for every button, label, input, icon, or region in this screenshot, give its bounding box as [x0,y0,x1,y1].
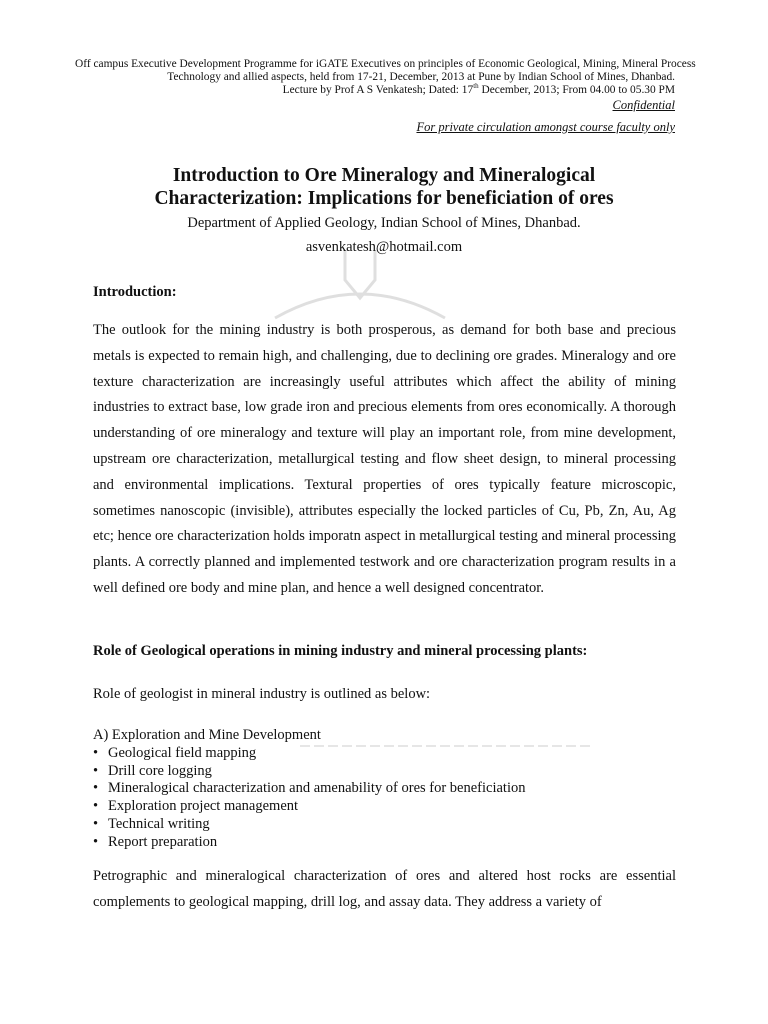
list-item-text: Drill core logging [108,762,212,779]
bullet-icon: • [93,815,99,832]
title-line-2: Characterization: Implications for beneficiation of ores [154,188,614,209]
header-line-3-superscript: th [473,82,479,91]
bullet-icon: • [93,744,99,761]
role-intro-text: Role of geologist in mineral industry is outlined as below: [93,686,431,702]
header-line-3 [75,84,675,97]
bullet-icon: • [93,780,99,797]
title-line-1: Introduction to Ore Mineralogy and Mineralogical [172,165,596,186]
page-header [75,58,696,135]
list-item-text: Mineralogical characterization and amenability of ores for beneficiation [108,780,526,797]
list-item [93,798,526,816]
list-item-text: Geological field mapping [108,744,257,761]
header-line-1: Off campus Executive Development Programme for iGATE Executives on principles of Economic Geological, Mining, Mineral Process [75,58,696,70]
bullet-icon: • [93,798,99,815]
list-item-text: Technical writing [108,815,210,832]
bullet-icon: • [93,762,99,779]
closing-paragraph: Petrographic and mineralogical characterization of ores and altered host rocks are essential complements to geological mapping, drill log, and assay data. They address a variety of [93,868,676,910]
role-heading: Role of Geological operations in mining industry and mineral processing plants: [93,643,588,659]
department-affiliation: Department of Applied Geology, Indian School of Mines, Dhanbad. [187,215,581,231]
exploration-subheading: A) Exploration and Mine Development [93,727,321,743]
bullet-icon: • [93,833,99,850]
author-email: asvenkatesh@hotmail.com [305,239,463,255]
faint-divider [300,745,592,747]
list-item-text: Report preparation [108,833,218,850]
list-item [93,780,526,798]
intro-paragraph: The outlook for the mining industry is both prosperous, as demand for both base and precious metals is expected to remain high, and challenging, due to declining ore grades. Mineralogy and ore texture characterization are increasingly useful attributes which affect the ability of mining industries to extract base, low grade iron and precious elements from ores economically. A thorough understanding of ore mineralogy and texture will play an important role, from mine development, upstream ore characterization, metallurgical testing and flow sheet design, to mineral processing and environmental implications. Textural properties of ores typically feature microscopic, sometimes nanoscopic (invisible), attributes especially the locked particles of Cu, Pb, Zn, Au, Ag etc; hence ore characterization holds imporatn aspect in metallurgical testing and mineral processing plants. A correctly planned and implemented testwork and ore characterization program results in a well defined ore body and mine plan, and hence a well designed concentrator. [93,322,676,596]
watermark-logo [270,250,450,320]
list-item [93,745,526,763]
header-line-3-end: December, 2013; From 04.00 to 05.30 PM [478,84,675,96]
intro-heading: Introduction: [93,284,177,300]
list-item [93,834,526,852]
confidential-label: Confidential [612,98,675,112]
exploration-list [93,745,526,852]
circulation-note: For private circulation amongst course faculty only [416,120,675,134]
list-item [93,816,526,834]
document-title [92,164,676,210]
list-item [93,763,526,781]
header-line-3-start: Lecture by Prof A S Venkatesh; Dated: 17 [282,84,474,96]
header-line-2: Technology and allied aspects, held from 17-21, December, 2013 at Pune by Indian School of Mines, Dhanbad. [167,71,675,83]
list-item-text: Exploration project management [108,798,299,815]
